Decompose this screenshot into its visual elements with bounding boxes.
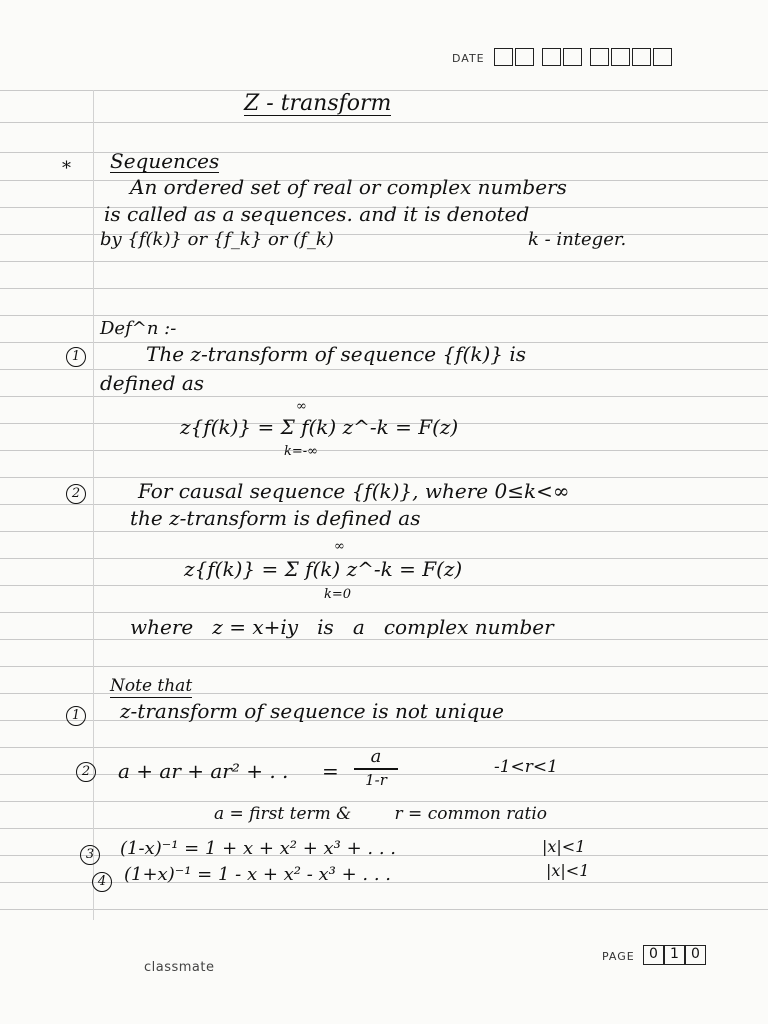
definition-1-text: The z-transform of sequence {f(k)} is (146, 342, 526, 366)
page-digit: 1 (664, 945, 685, 965)
date-box (563, 48, 582, 66)
notes-label: Note that (110, 676, 193, 696)
note-2-series: a + ar + ar² + . . (118, 759, 289, 783)
page-title: Z - transform (244, 91, 392, 116)
date-box (494, 48, 513, 66)
page-label: PAGE (602, 950, 635, 963)
date-box (515, 48, 534, 66)
note-4-series: (1+x)⁻¹ = 1 - x + x² - x³ + . . . (124, 864, 392, 885)
date-label: DATE (452, 52, 485, 65)
bullet-star: * (62, 158, 71, 179)
note-number-4: 4 (92, 872, 112, 892)
definition-2-formula: z{f(k)} = Σ f(k) z^-k = F(z) (184, 557, 463, 581)
margin-line (93, 90, 94, 920)
note-number-1: 1 (66, 706, 86, 726)
note-4-condition: |x|<1 (546, 861, 590, 880)
note-2-condition: -1<r<1 (494, 757, 558, 777)
sum-upper-1: ∞ (296, 399, 307, 414)
sequence-text-line-3: by {f(k)} or {f_k} or (f_k) (100, 229, 334, 250)
date-boxes (494, 48, 674, 66)
definition-2-text: For causal sequence {f(k)}, where 0≤k<∞ (138, 479, 570, 503)
definition-1-text-2: defined as (100, 371, 205, 395)
section-heading: Sequences (110, 149, 220, 173)
sequence-text-line-1: An ordered set of real or complex numbers (130, 175, 567, 199)
sum-lower-1: k=-∞ (284, 444, 318, 459)
sum-upper-2: ∞ (334, 539, 345, 554)
note-2-equals: = (322, 759, 339, 783)
note-2-definitions: a = first term & r = common ratio (214, 804, 548, 824)
date-box (590, 48, 609, 66)
sequence-text-line-2: is called as a sequences. and it is denoted (104, 202, 530, 226)
date-box (632, 48, 651, 66)
item-number-1: 1 (66, 347, 86, 367)
sequence-integer-note: k - integer. (528, 229, 627, 250)
geometric-sum-fraction (354, 748, 398, 788)
definition-2-text-2: the z-transform is defined as (130, 506, 421, 530)
brand-logo: classmate (144, 960, 215, 975)
note-3-series: (1-x)⁻¹ = 1 + x + x² + x³ + . . . (120, 838, 397, 859)
fraction-denominator: 1-r (365, 770, 387, 789)
note-number-3: 3 (80, 845, 100, 865)
note-1-text: z-transform of sequence is not unique (120, 699, 504, 723)
date-box (542, 48, 561, 66)
definition-1-formula: z{f(k)} = Σ f(k) z^-k = F(z) (180, 415, 459, 439)
date-box (653, 48, 672, 66)
page-digit: 0 (685, 945, 706, 965)
fraction-numerator: a (370, 746, 382, 767)
definition-label: Def^n :- (100, 318, 177, 339)
note-3-condition: |x|<1 (542, 837, 586, 856)
item-number-2: 2 (66, 484, 86, 504)
note-number-2: 2 (76, 762, 96, 782)
page-digit: 0 (643, 945, 664, 965)
page-number-boxes (643, 945, 706, 965)
fraction-bar (354, 768, 398, 770)
complex-number-note: where z = x+iy is a complex number (130, 615, 554, 639)
date-box (611, 48, 630, 66)
sum-lower-2: k=0 (324, 587, 352, 602)
